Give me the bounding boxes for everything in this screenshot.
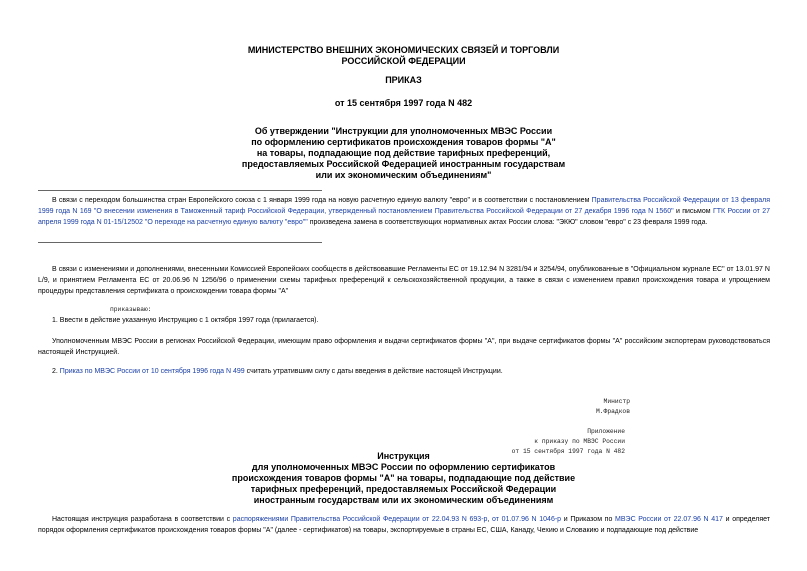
preamble-paragraph: В связи с изменениями и дополнениями, внесенными Комиссией Европейских сообществ в действовавшие Регламенты ЕС от 19.12.94 N 3281/94 и 3254/94, опубликованные в "Официальном журнале ЕС" от 13.01.97 N L/9, и принятием Регламента ЕС от 20.06.96 N 1256/96 о применении схемы тарифных преференций к сельскохозяйственной продукции, а также в связи с изменением правил происхождения товара и упрощением процедуры представления сертификата о происхождении товара формы "А"	[38, 266, 770, 295]
link-government-decree[interactable]: Правительства Российской Федерации от 13 февраля 1999 года N 169 "О внесении изменения в Таможенный тариф Российской Федерации, утвержденный постановлением Правительства Российской Федерации от 27 декабря 1996 года N 1560"	[38, 197, 770, 215]
note-text: В связи с переходом большинства стран Европейского союза с 1 января 1999 года на новую расчетную единую валюту "евро" и в соответствии с постановлением	[52, 197, 592, 204]
order-paragraph-2: Уполномоченным МВЭС России в регионах Российской Федерации, имеющим право оформления и выдачи сертификатов формы "А", при выдаче сертификатов формы "А" российским экспортерам руководствоваться настоящей Инструкцией.	[38, 338, 770, 356]
doc-date-number: от 15 сентября 1997 года N 482	[334, 98, 473, 108]
instruction-intro	[38, 514, 770, 536]
intro-text: и определяет порядок оформления сертификатов происхождения товаров формы "А" (далее - сертификатов) на товары, экспортируемые в страны ЕС, США, Канаду, Чехию и Словакию и подпадающие под действие	[38, 516, 770, 534]
appendix-line: от 15 сентября 1997 года N 482	[511, 448, 625, 455]
link-order-499[interactable]: Приказ по МВЭС России от 10 сентября 1996 года N 499	[59, 368, 245, 375]
order-item-2	[38, 366, 770, 377]
signature-name: М.Фрадков	[595, 408, 630, 415]
link-decree-693[interactable]: распоряжениями Правительства Российской Федерации от 22.04.93 N 693-р	[232, 516, 488, 523]
instruction-title-line: Инструкция	[377, 451, 430, 461]
item-number: 2.	[52, 368, 60, 375]
ministry-line-1: МИНИСТЕРСТВО ВНЕШНИХ ЭКОНОМИЧЕСКИХ СВЯЗЕЙ И ТОРГОВЛИ	[247, 45, 560, 55]
ministry-heading	[0, 45, 807, 67]
instruction-title-line: иностранным государствам или их экономическим объединениям	[253, 495, 554, 505]
item-text: считать утратившим силу с даты введения в действие настоящей Инструкции.	[244, 368, 503, 375]
link-order-417[interactable]: МВЭС России от 22.07.96 N 417	[615, 516, 723, 523]
instruction-title-line: для уполномоченных МВЭС России по оформлению сертификатов	[251, 462, 556, 472]
instruction-title	[0, 451, 807, 506]
note-divider-top	[38, 190, 322, 191]
signature-block	[596, 397, 630, 417]
title-line: Об утверждении "Инструкции для уполномоченных МВЭС России	[254, 126, 553, 136]
order-item-1: 1. Ввести в действие указанную Инструкцию с 1 октября 1997 года (прилагается).	[52, 317, 319, 324]
order-word: приказываю:	[110, 306, 152, 313]
editorial-note	[38, 195, 770, 228]
title-line: или их экономическим объединениям"	[315, 170, 492, 180]
intro-text: Настоящая инструкция разработана в соответствии с	[52, 516, 233, 523]
instruction-title-line: происхождения товаров формы "А" на товары, подпадающие под действие	[231, 473, 576, 483]
note-divider-bottom	[38, 242, 322, 243]
title-line: по оформлению сертификатов происхождения товаров формы "А"	[251, 137, 556, 147]
appendix-line: Приложение	[587, 428, 625, 435]
signature-position: Министр	[603, 398, 630, 405]
link-gtk-letter[interactable]: ГТК России от 27 апреля 1999 года N 01-15/12502 "О переходе на расчетную единую валюту "евро""	[38, 208, 770, 226]
note-text: и письмом	[673, 208, 713, 215]
appendix-line: к приказу по МВЭС России	[534, 438, 625, 445]
doc-title	[0, 126, 807, 181]
instruction-title-line: тарифных преференций, предоставляемых Российской Федерации	[250, 484, 557, 494]
intro-text: и Приказом по	[561, 516, 616, 523]
note-text: произведена замена в соответствующих нормативных актах России слова: "ЭКЮ" словом "евро" с 23 февраля 1999 года.	[307, 219, 708, 226]
doc-type: ПРИКАЗ	[385, 75, 422, 85]
title-line: на товары, подпадающие под действие тарифных преференций,	[256, 148, 551, 158]
title-line: предоставляемых Российской Федерацией иностранным государствам	[241, 159, 566, 169]
ministry-line-2: РОССИЙСКОЙ ФЕДЕРАЦИИ	[341, 56, 466, 66]
intro-text: ,	[487, 516, 493, 523]
link-decree-1046[interactable]: от 01.07.96 N 1046-р	[492, 516, 562, 523]
